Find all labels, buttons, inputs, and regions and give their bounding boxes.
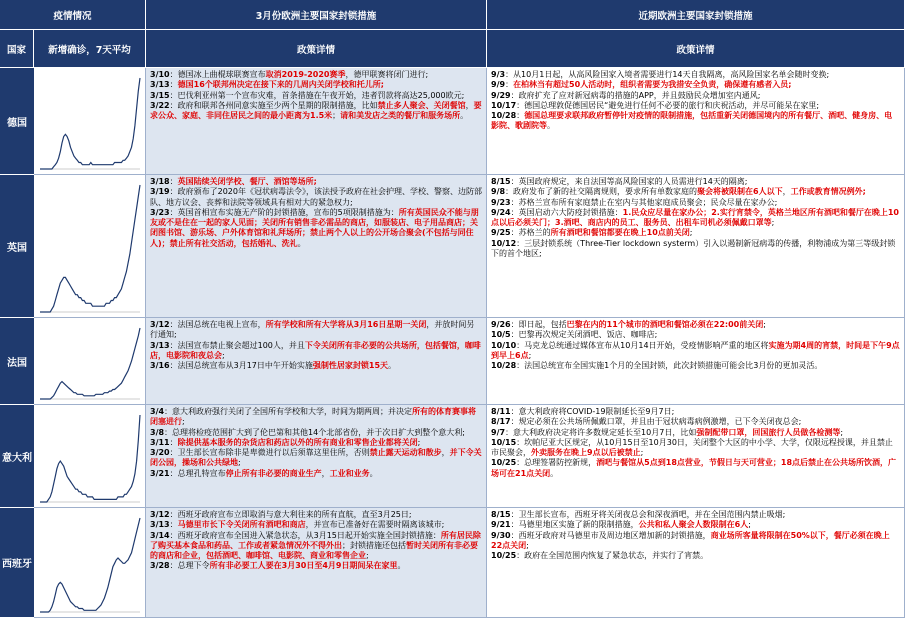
policy-date: 3/12 bbox=[150, 320, 170, 329]
policy-line bbox=[491, 177, 900, 187]
policy-text: ： bbox=[505, 80, 514, 90]
policy-date: 3/23 bbox=[150, 207, 170, 217]
policy-highlight: 实施为期4周的宵禁，时间是下午9点到早上6点 bbox=[491, 340, 900, 360]
policy-line bbox=[150, 510, 482, 520]
policy-highlight: 马德里市长下令关闭所有酒吧和商店 bbox=[177, 520, 306, 530]
policy-highlight: 德国16个联邦州决定在接下来的几周内关闭学校和托儿所; bbox=[177, 80, 384, 90]
policy-date: 9/24 bbox=[491, 207, 511, 217]
policy-date: 3/4 bbox=[150, 407, 165, 416]
policy-line bbox=[491, 520, 900, 530]
policy-text: ，并放时间另行通知; bbox=[150, 320, 475, 340]
policy-text: 。 bbox=[369, 468, 378, 478]
policy-highlight: 所有酒吧和餐馆都要在晚上10点前关闭 bbox=[550, 228, 690, 238]
policy-highlight: 所有非必要工人要在3月30日至4月9日期间呆在家里 bbox=[209, 561, 398, 571]
new-cases-chart bbox=[34, 405, 146, 508]
policy-text: ：法国宣布禁止聚会超过100人，并且 bbox=[169, 340, 305, 350]
policy-date: 10/10 bbox=[491, 340, 517, 350]
country-cell: 法国 bbox=[0, 318, 34, 405]
policy-text: ：卫生部长宣布除非是卑微进行以后须靠这里住所，否则 bbox=[169, 448, 370, 458]
policy-text: ：政府颁布了2020年《冠状病毒法令》，该法授予政府在社会护理、学校、警察、边防部队、地方议会、丧葬和法院等领域具有相对大的紧急权力; bbox=[150, 187, 482, 207]
recent-policy-detail bbox=[487, 508, 905, 618]
series-line bbox=[40, 185, 140, 312]
policy-date: 3/8 bbox=[150, 427, 165, 437]
policy-text: ：巴伐利亚州第一个宣布灾难，首条措施在午夜开始，违者罚款将高达25,000欧元; bbox=[169, 90, 465, 100]
policy-highlight: 禁止多人聚会、关闭餐馆 bbox=[377, 100, 466, 110]
policy-line bbox=[150, 361, 482, 371]
policy-line bbox=[150, 177, 482, 187]
policy-line bbox=[491, 361, 900, 371]
series-line bbox=[40, 518, 140, 612]
policy-text: ：规定必须在公共场所佩戴口罩，并且由于冠状病毒病例激增，已下令关闭夜总会; bbox=[510, 417, 802, 427]
policy-highlight: 巴黎在内的11个城市的酒吧和餐馆必须在22:00前关闭 bbox=[566, 320, 764, 329]
policy-text: ; bbox=[840, 427, 844, 437]
policy-date: 8/11 bbox=[491, 407, 511, 416]
policy-highlight: 工作或教育情况例外; bbox=[790, 187, 866, 197]
policy-line bbox=[150, 428, 482, 438]
policy-text: ：法国总统宣布从3月17日中午开始实施 bbox=[169, 361, 313, 371]
policy-text: ：卫生部长宣布，西班牙将关闭夜总会和深夜酒吧，并在全国范围内禁止吸烟; bbox=[510, 510, 786, 519]
sparkline-svg bbox=[34, 508, 146, 618]
policy-line bbox=[491, 551, 900, 561]
policy-text: ：德国总理敦促德国居民“避免进行任何不必要的旅行和庆祝活动，并尽可能呆在家里; bbox=[516, 100, 820, 110]
policy-highlight: 聚会将被限制在6人以下 bbox=[697, 187, 783, 197]
country-cell: 英国 bbox=[0, 175, 34, 318]
policy-text: ， bbox=[465, 100, 474, 110]
policy-line bbox=[491, 428, 900, 438]
policy-line bbox=[150, 438, 482, 448]
series-line bbox=[40, 415, 140, 502]
policy-text: ：英国政府规定，来自法国等高风险国家的人员需进行14天的隔离; bbox=[510, 177, 748, 186]
march-policy-detail bbox=[146, 68, 487, 175]
policy-highlight: 外卖服务在晚上9点以后被禁止 bbox=[531, 448, 641, 458]
policy-text: ， bbox=[782, 187, 791, 197]
sparkline-svg bbox=[34, 175, 146, 318]
policy-text: ：总理下令 bbox=[169, 561, 210, 571]
policy-date: 10/17 bbox=[491, 100, 517, 110]
march-policy-detail bbox=[146, 405, 487, 508]
policy-text: ， bbox=[321, 468, 330, 478]
new-cases-chart bbox=[34, 68, 146, 175]
policy-highlight: 在柏林当有超过50人活动时，组织者需要为我措安全负责，确保遵有感者入员; bbox=[513, 80, 792, 90]
header-detail-recent: 政策详情 bbox=[487, 30, 905, 68]
policy-date: 9/26 bbox=[491, 320, 511, 329]
march-policy-detail bbox=[146, 175, 487, 318]
header-detail-march: 政策详情 bbox=[146, 30, 487, 68]
recent-policy-detail bbox=[487, 175, 905, 318]
policy-text: ：巴黎再次规定关闭酒吧、饭店、咖啡店; bbox=[510, 330, 658, 340]
policy-highlight: 德国总理要求联邦政府暂停针对疫情的限制措施，包括重新关闭德国境内的所有餐厅、酒吧、健身房、电影院、歌剧院等 bbox=[491, 111, 893, 131]
policy-text: ， bbox=[441, 448, 450, 458]
policy-text: ：坎帕尼亚大区规定，从10月15日至10月30日，关闭整个大区的中小学、大学，仅限远程授课，并且禁止市民聚会， bbox=[491, 437, 893, 458]
policy-line bbox=[491, 330, 900, 340]
policy-text: ：三层封锁系统（Three-Tier lockdown systerm）引入以遏制新冠病毒的传播，利物浦成为第三等级封锁下的首个地区; bbox=[491, 238, 896, 259]
policy-line bbox=[491, 239, 900, 260]
policy-line bbox=[150, 531, 482, 562]
policy-date: 3/13 bbox=[150, 520, 170, 530]
policy-text: ; bbox=[640, 448, 644, 458]
policy-text: ： bbox=[169, 437, 178, 447]
policy-text: ： bbox=[169, 80, 178, 90]
policy-date: 9/3 bbox=[491, 70, 506, 79]
header-march: 3月份欧洲主要国家封锁措施 bbox=[146, 0, 487, 30]
policy-text: ：英国首相宣布实施无产阶的封锁措施，宣布的5项限制措施为： bbox=[169, 207, 399, 217]
policy-text: ; bbox=[238, 458, 241, 468]
policy-text: 。 bbox=[550, 468, 559, 478]
policy-date: 3/20 bbox=[150, 448, 170, 458]
policy-line bbox=[491, 438, 900, 459]
policy-date: 8/15 bbox=[491, 177, 511, 186]
policy-line bbox=[150, 320, 482, 341]
policy-date: 3/19 bbox=[150, 187, 170, 197]
policy-date: 8/15 bbox=[491, 510, 511, 519]
series-line bbox=[40, 78, 140, 169]
policy-text: ：西班牙政府宣布全国进入紧急状态，从3月15日起开始实施全国封锁措施： bbox=[169, 530, 441, 540]
policy-text: ; bbox=[222, 350, 225, 360]
policy-date: 3/15 bbox=[150, 90, 170, 100]
policy-line bbox=[491, 80, 900, 90]
policy-highlight: 商业场所客量将限制在50%以下，餐厅必须在晚上22点关闭 bbox=[491, 530, 890, 550]
policy-text: ：总理将检疫范围扩大到了伦巴第和其他14个北部省份，并于次日扩大到整个意大利; bbox=[164, 427, 465, 437]
policy-highlight: 下令关闭所有非必要的公共场所，包括餐馆，咖啡店，电影院和夜总会 bbox=[150, 340, 481, 360]
policy-date: 9/9 bbox=[491, 80, 506, 90]
sparkline-svg bbox=[34, 405, 146, 508]
policy-highlight: 并下令关闭公园，操场和公共绿地 bbox=[150, 448, 482, 468]
policy-date: 10/28 bbox=[491, 111, 517, 121]
policy-highlight: 酒吧与餐馆从5点到18点营业，节假日与天可营业；18点后禁止在公共场所饮酒，广场可在21点关闭 bbox=[491, 458, 897, 478]
policy-date: 9/8 bbox=[491, 187, 506, 197]
policy-highlight: 所有居民除了购买基本食品和药品、工作或者紧急情况外不得外出 bbox=[150, 530, 481, 550]
policy-line bbox=[150, 208, 482, 249]
country-cell: 西班牙 bbox=[0, 508, 34, 618]
policy-text: ，德甲联赛将闭门进行; bbox=[345, 70, 429, 79]
policy-line bbox=[491, 407, 900, 417]
policy-line bbox=[150, 80, 482, 90]
march-policy-detail bbox=[146, 318, 487, 405]
policy-date: 9/23 bbox=[491, 197, 511, 207]
policy-highlight: 所有学校和所有大学将从3月16日星期一关闭 bbox=[265, 320, 427, 329]
policy-line bbox=[491, 101, 900, 111]
policy-highlight: 除提供基本服务的杂货店和药店以外的所有商业和零售企业都将关闭 bbox=[177, 437, 418, 447]
policy-text: ; bbox=[748, 520, 751, 530]
policy-date: 8/17 bbox=[491, 417, 511, 427]
policy-text: ：西班牙政府宣布立即取消与意大利往来的所有直航，直至3月25日; bbox=[169, 510, 412, 519]
policy-line bbox=[491, 70, 900, 80]
policy-line bbox=[491, 417, 900, 427]
sparkline-svg bbox=[34, 318, 146, 405]
policy-text: ：法国总统宣布全国实施1个月的全国封锁，此次封锁措施可能会比3月份的更加灵活。 bbox=[516, 361, 823, 371]
policy-date: 10/12 bbox=[491, 238, 517, 248]
new-cases-chart bbox=[34, 175, 146, 318]
policy-text: ：西班牙政府对马德里市及周边地区增加新的封锁措施， bbox=[510, 530, 711, 540]
policy-date: 3/22 bbox=[150, 100, 170, 110]
policy-highlight: 要求公众、家庭、非同住居民之间的最小距离为1.5米 bbox=[150, 100, 482, 121]
policy-text: ：苏格兰的 bbox=[510, 228, 551, 238]
policy-highlight: 所有的体育赛事将闭塞进行 bbox=[150, 407, 477, 427]
policy-line bbox=[491, 320, 900, 330]
policy-line bbox=[150, 187, 482, 208]
policy-text: ; bbox=[526, 540, 529, 550]
policy-date: 10/25 bbox=[491, 458, 517, 468]
policy-date: 9/7 bbox=[491, 427, 506, 437]
policy-highlight: 工业和业务 bbox=[329, 468, 370, 478]
policy-date: 3/16 bbox=[150, 361, 170, 371]
policy-text: ; bbox=[763, 320, 766, 329]
policy-text: ; bbox=[689, 228, 693, 238]
policy-text: ：马克龙总统通过媒体宣布从10月14日开始，受疫情影响严重的地区将 bbox=[516, 340, 769, 350]
policy-date: 3/13 bbox=[150, 80, 170, 90]
policy-text: ：意大利政府决定将许多数规定延长至10月7日，比如 bbox=[505, 427, 697, 437]
policy-text: ：法国总统在电视上宣布， bbox=[169, 320, 266, 329]
policy-text: ：苏格兰宣布所有家庭禁止在室内与其他家庭成员聚会；民众尽量在家办公; bbox=[510, 197, 778, 207]
policy-date: 9/30 bbox=[491, 530, 511, 540]
recent-policy-detail bbox=[487, 318, 905, 405]
country-cell: 德国 bbox=[0, 68, 34, 175]
policy-text: ； bbox=[332, 111, 341, 121]
policy-text: ，并宣布已准备好在需要时隔离该城市; bbox=[305, 520, 445, 530]
policy-line bbox=[150, 407, 482, 428]
new-cases-chart bbox=[34, 508, 146, 618]
policy-highlight: 1.民众应尽量在家办公；2.实行宵禁令，英格兰地区所有酒吧和餐厅在晚上10点以后必须关门；3.酒吧、商店内的员工、服务员、出租车司机必须佩戴口罩等 bbox=[491, 207, 899, 228]
policy-text: ： bbox=[169, 177, 178, 186]
policy-line bbox=[491, 111, 900, 132]
policy-text: 。 bbox=[297, 238, 306, 248]
policy-date: 3/21 bbox=[150, 468, 170, 478]
policy-text: ; bbox=[417, 437, 421, 447]
header-country: 国家 bbox=[0, 30, 34, 68]
policy-text: ：总理孔特宣布 bbox=[169, 468, 226, 478]
series-line bbox=[40, 328, 140, 399]
sparkline-svg bbox=[34, 68, 146, 175]
policy-highlight: 禁止露天运动和散步 bbox=[369, 448, 442, 458]
policy-text: ; bbox=[528, 350, 532, 360]
policy-highlight: 公共和私人聚会人数限制在6人 bbox=[638, 520, 749, 530]
policy-line bbox=[491, 91, 900, 101]
policy-line bbox=[491, 228, 900, 238]
policy-highlight: 强制配带口罩，回国旅行人员做各检测等 bbox=[696, 427, 841, 437]
policy-date: 9/21 bbox=[491, 520, 511, 530]
policy-text: ：德国冰上曲棍球联赛宣布 bbox=[169, 70, 266, 79]
policy-line bbox=[150, 469, 482, 479]
march-policy-detail bbox=[146, 508, 487, 618]
policy-date: 3/10 bbox=[150, 70, 170, 79]
policy-line bbox=[150, 91, 482, 101]
policy-text: 。 bbox=[397, 561, 406, 571]
policy-date: 9/29 bbox=[491, 90, 511, 100]
policy-highlight: 所有英国民众不能与朋友或不是住在一起的家人见面；关闭所有销售非必需品的商店，如服装店、电子用品商店；关闭图书馆、游乐场、户外体育馆和礼拜场所；禁止两个人以上的公开场合聚会(不包括与同住人)；禁止所有社交活动，包括婚礼、洗礼 bbox=[150, 207, 479, 248]
policy-highlight: 停止所有非必要的商业生产 bbox=[225, 468, 322, 478]
policy-line bbox=[150, 448, 482, 469]
country-cell: 意大利 bbox=[0, 405, 34, 508]
policy-text: 。 bbox=[388, 361, 397, 371]
policy-text: ：英国启动六大防疫封锁措施： bbox=[510, 207, 623, 217]
policy-line bbox=[150, 561, 482, 571]
policy-line bbox=[150, 101, 482, 122]
policy-text: 。 bbox=[460, 111, 469, 121]
recent-policy-detail bbox=[487, 405, 905, 508]
policy-line bbox=[491, 208, 900, 229]
policy-text: ：政府扩充了应对新冠病毒的措施的APP，并且鼓励民众增加室内通风; bbox=[510, 90, 761, 100]
policy-date: 10/5 bbox=[491, 330, 511, 340]
policy-line bbox=[491, 458, 900, 479]
policy-line bbox=[491, 531, 900, 552]
policy-date: 3/12 bbox=[150, 510, 170, 519]
policy-highlight: 英国陆续关闭学校、餐厅、酒馆等场所; bbox=[177, 177, 317, 186]
policy-highlight: 暂时关闭所有非必要的商店和企业，包括酒吧、咖啡馆、电影院、商业和零售企业 bbox=[150, 540, 478, 561]
policy-line bbox=[150, 520, 482, 530]
policy-text: ；封锁措施还包括 bbox=[342, 540, 406, 550]
policy-text: ：从10月1日起，从高风险国家入境者需要进行14天自我隔离，高风险国家名单会随时变换; bbox=[505, 70, 830, 79]
policy-text: ：政府和联邦各州同意实施至少两个星期的限制措施，比如 bbox=[169, 100, 378, 110]
policy-date: 3/13 bbox=[150, 340, 170, 350]
policy-text: ：即日起，包括 bbox=[510, 320, 567, 329]
policy-line bbox=[150, 70, 482, 80]
recent-policy-detail bbox=[487, 68, 905, 175]
policy-line bbox=[150, 341, 482, 362]
policy-highlight: 请和美发店之类的餐厅和服务场所 bbox=[340, 111, 461, 121]
policy-text: ： bbox=[516, 111, 525, 121]
policy-text: ：政府发布了新的社交隔离规则，要求所有单数家庭的 bbox=[505, 187, 698, 197]
policy-date: 3/11 bbox=[150, 437, 170, 447]
policy-text: ： bbox=[169, 520, 178, 530]
new-cases-chart bbox=[34, 318, 146, 405]
policy-date: 10/15 bbox=[491, 437, 517, 447]
policy-date: 10/28 bbox=[491, 361, 517, 371]
policy-text: ：意大利政府将COVID-19限制延长至9月7日; bbox=[510, 407, 675, 416]
policy-date: 3/28 bbox=[150, 561, 170, 571]
policy-text: ：政府在全国范围内恢复了紧急状态，并实行了宵禁。 bbox=[516, 551, 709, 561]
header-new-cases: 新增确诊，7天平均 bbox=[34, 30, 146, 68]
policy-text: ：马德里地区实施了新的限制措施， bbox=[510, 520, 639, 530]
policy-text: ; bbox=[182, 417, 185, 427]
policy-date: 9/25 bbox=[491, 228, 511, 238]
header-recent: 近期欧洲主要国家封锁措施 bbox=[487, 0, 905, 30]
policy-highlight: 强制性居家封锁15天 bbox=[312, 361, 389, 371]
policy-text: ; bbox=[771, 218, 775, 228]
policy-date: 3/18 bbox=[150, 177, 170, 186]
policy-line bbox=[491, 510, 900, 520]
policy-line bbox=[491, 187, 900, 197]
policy-text: 。 bbox=[547, 121, 555, 131]
policy-text: ; bbox=[366, 551, 369, 561]
policy-text: ：总理签署防控新规， bbox=[516, 458, 597, 468]
policy-highlight: 取消2019-2020赛季 bbox=[265, 70, 346, 79]
policy-line bbox=[491, 198, 900, 208]
policy-date: 10/25 bbox=[491, 551, 517, 561]
policy-text: ：意大利政府强行关闭了全国所有学校和大学，时间为期两周；并决定 bbox=[164, 407, 413, 416]
policy-date: 3/14 bbox=[150, 530, 170, 540]
header-epidemic: 疫情情况 bbox=[0, 0, 146, 30]
policy-line bbox=[491, 341, 900, 362]
